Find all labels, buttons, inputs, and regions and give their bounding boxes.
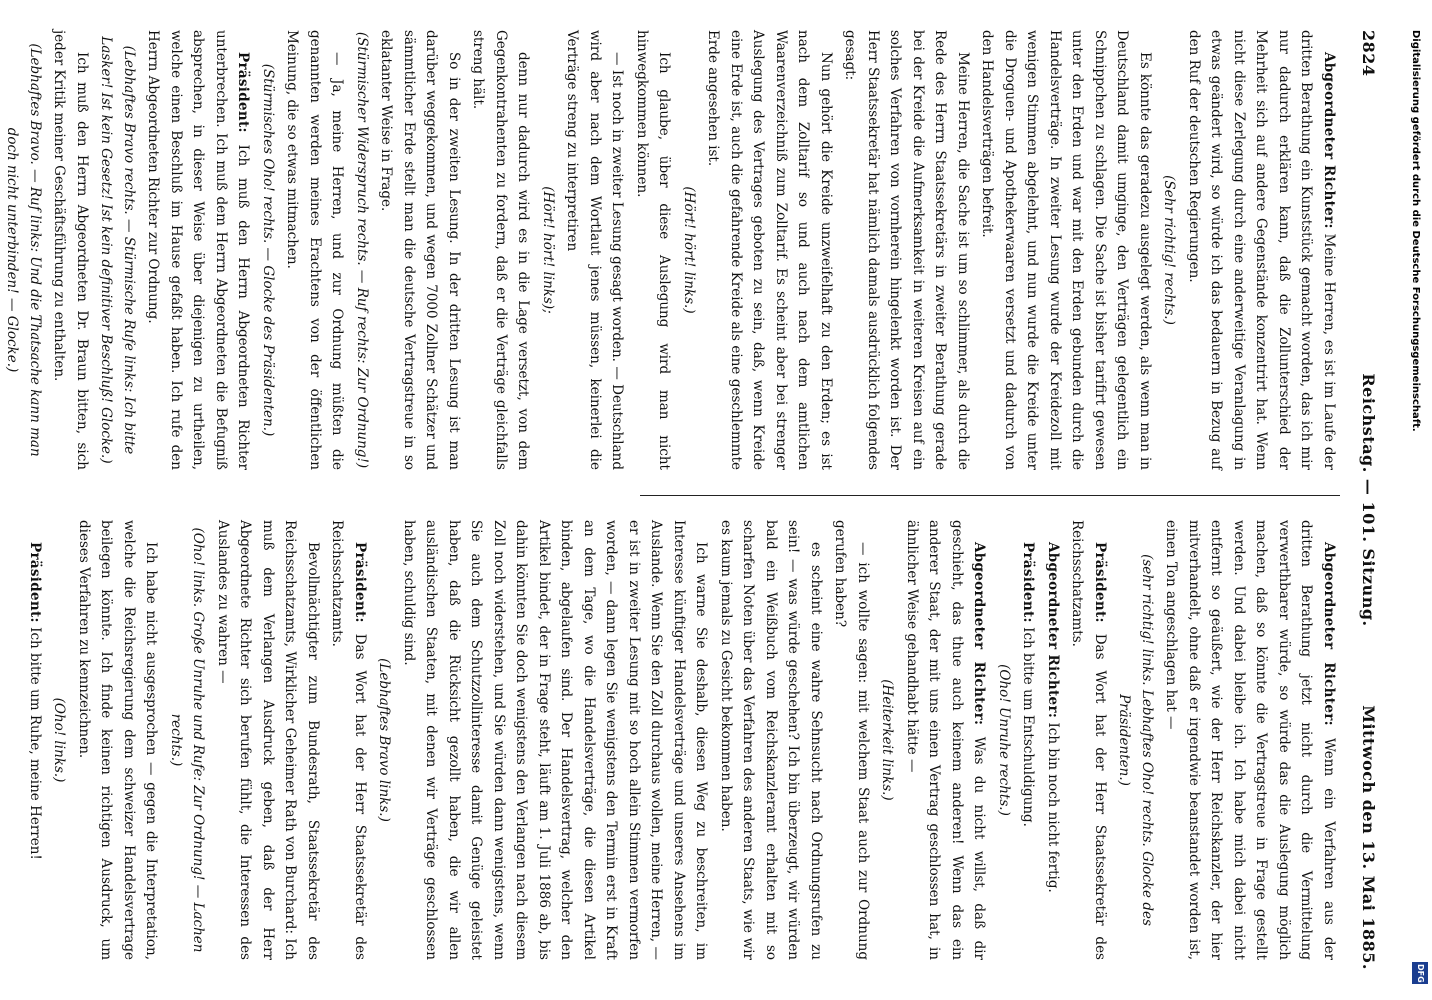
speech-paragraph bbox=[142, 30, 255, 470]
paragraph-text: Ich bitte um Ruhe, meine Herren! bbox=[27, 627, 43, 860]
paragraph-text: Was du nicht willst, daß dir geschieht, das thue auch keinem anderen! Wenn das ein anderer Staat, der mit uns einen Vertrag geschlossen hat, in ähnlicher Weise gehandhabt hätte — bbox=[904, 520, 988, 960]
interjection bbox=[537, 30, 560, 470]
interjection bbox=[1113, 520, 1158, 960]
interjection bbox=[993, 520, 1016, 960]
paragraph-text: es scheint eine wahre Sehnsucht nach Ordnungsrufen zu sein! — was würde geschehen? Ich bin überzeugt, wir würden bald ein Weißbuch vom Reichskanzleramt erhalten mit so scharfen Noten über das Verfahren des anderen Staats, wie wir es kaum jemals zu Gesicht bekommen haben. bbox=[718, 520, 824, 960]
paragraph bbox=[829, 520, 874, 960]
speech-paragraph bbox=[1183, 30, 1341, 470]
paragraph-text: (Lebhaftes Bravo links.) bbox=[376, 658, 393, 822]
paragraph bbox=[702, 30, 837, 470]
paragraph-text: Das Wort hat der Herr Staatssekretär des Reichsschatzamts. bbox=[329, 520, 368, 960]
speech-paragraph bbox=[24, 520, 47, 960]
paragraph-text: (sehr richtig! links. Lebhaftes Oho! rechts. Glocke des Präsidenten.) bbox=[1116, 554, 1155, 926]
paragraph bbox=[48, 30, 93, 470]
paragraph-text: (Oho! Unruhe rechts.) bbox=[996, 664, 1012, 816]
paragraph bbox=[631, 30, 676, 470]
paragraph-text: (Lebhaftes Bravo rechts. — Stürmische Rufe links: Ich bitte Lasker! Ist kein Gesetz! Ist kein definitiver Beschluß! Glocke.) bbox=[98, 36, 137, 464]
paragraph-text: (Stürmisches Oho! rechts. — Glocke des Präsidenten.) bbox=[260, 63, 276, 437]
paragraph-text: Meine Herren, die Sache ist um so schlimmer, als durch die Rede des Herrn Staatssekretärs in zweiter Berathung gerade bei der Kreide die Aufmerksamkeit in weiteren Kreisen auf ein solches Verfahren von vornherein hingelenkt worden ist. Der Herr Staatssekretär hat nämlich damals ausdrücklich folgendes gesagt: bbox=[842, 30, 971, 470]
paragraph-text: (Oho! links. Große Unruhe und Rufe: Zur Ordnung! — Lachen rechts.) bbox=[168, 527, 207, 953]
interjection bbox=[678, 30, 701, 470]
paragraph-text: So in der zweiten Lesung. In der dritten Lesung ist man darüber weggekommen, und wegen 7000 Zollner Schätzer und sämmtlicher Erde stellt man die deutsche Vertragstreue in so eklatanter Weise in Frage. bbox=[378, 30, 462, 470]
credit-text: Digitalisierung gefördert durch die Deutsche Forschungsgemeinschaft. bbox=[1410, 30, 1421, 432]
column-divider bbox=[640, 495, 1340, 496]
paragraph bbox=[839, 30, 974, 470]
right-column bbox=[22, 520, 1341, 960]
interjection bbox=[351, 30, 374, 470]
paragraph-text: Ich muß den Herrn Abgeordneten Dr. Braun bitten, sich jeder Kritik meiner Geschäftsführung zu enthalten. bbox=[51, 30, 90, 470]
paragraph-text: (Heiterkeit links.) bbox=[879, 679, 896, 801]
speaker-name: Präsident: bbox=[1020, 542, 1037, 623]
paragraph-text: — Ist noch in zweiter Lesung gesagt worden. — Deutschland wird aber nach dem Wortlaut jenes müssen, keinerlei die Verträge streng zu interpretiren bbox=[564, 30, 626, 470]
paragraph bbox=[212, 520, 325, 960]
dfg-logo: DFG bbox=[1412, 962, 1428, 984]
interjection bbox=[1158, 30, 1181, 470]
session-title: Reichstag. — 101. Sitzung. bbox=[1359, 373, 1378, 627]
speaker-name: Präsident: bbox=[352, 542, 368, 623]
paragraph bbox=[398, 520, 713, 960]
speech-paragraph bbox=[1042, 520, 1065, 960]
interjection bbox=[165, 520, 210, 960]
interjection bbox=[95, 30, 140, 470]
interjection bbox=[1, 30, 46, 470]
digitization-credit bbox=[1410, 30, 1430, 990]
paragraph-text: Meine Herren, es ist im Laufe der dritten Berathung ein Kunststück gemacht worden, das ich mir nur dadurch erklären kann, daß die Zollunterschied der Mehrheit sich auf andere Gegenstände konzentrirt hat. Wenn nicht diese Zerlegung durch eine anderweitige Veranlagung in etwas geändert wird, so würde ich das bedauern in Bezug auf den Ruf der deutschen Regierungen. bbox=[1186, 30, 1337, 470]
paragraph bbox=[281, 30, 349, 470]
paragraph bbox=[467, 30, 535, 470]
paragraph bbox=[73, 520, 163, 960]
paragraph-text: (Stürmischer Widerspruch rechts. — Ruf rechts: Zur Ordnung!) bbox=[354, 31, 370, 469]
paragraph-text: (Oho! links.) bbox=[51, 697, 68, 783]
speaker-name: Präsident: bbox=[1092, 542, 1108, 623]
speaker-name: Abgeordneter Richter: bbox=[1045, 542, 1061, 719]
paragraph-text: Bevollmächtigter zum Bundesrath, Staatssekretär des Reichsschatzamts, Wirklicher Geheimer Rath von Burchard: Ich muß dem Verlangen Ausdruck geben, daß der Herr Abgeordnete Richter sich berufen fühlt, die Interessen des Auslandes zu wahren — bbox=[215, 520, 321, 960]
paragraph bbox=[715, 520, 828, 960]
interjection bbox=[48, 520, 71, 960]
paragraph-text: Ich warne Sie deshalb, diesen Weg zu beschreiten, im Interesse künftiger Handelsverträge und unseres Ansehens im Auslande. Wenn Sie den Zoll durchaus wollen, meine Herren, — er ist in zweiter Lesung mit so hoch allein Stimmen vermorfen worden, — dann legen Sie wenigstens den Termin erst in Kraft an dem Tage, wo die Handelsverträge, die diesen Artikel binden, abgelaufen sind. Der Handelsvertrag, welcher den Artikel bindet, der in Frage steht, läuft am 1. Juli 1886 ab, bis dahin könnten Sie doch wenigstens den Verlangen nach diesem Zoll noch widerstehen, und Sie würden dann wenigstens, wenn Sie auch dem Schutzzollinteresse damit Genüge geleistet haben, daß die Rücksicht gezollt haben, die wir allen ausländischen Staaten, mit denen wir Verträge geschlossen haben, schuldig sind. bbox=[401, 520, 710, 960]
paragraph bbox=[561, 30, 629, 470]
paragraph-text: (Hört! hört! links.) bbox=[681, 186, 697, 314]
paragraph-text: Nun gehört die Kreide unzweifelhaft zu den Erden; es ist nach dem Zolltarif so und auch nach dem amtlichen Waarenverzeichniß zum Zolltarif. Es scheint aber bei strenger Auslegung des Vertrages geboten zu sein, daß, wenn Kreide eine Erde ist, auch die gefahrende Kreide als eine geschlemmte Erde angesehen ist. bbox=[705, 30, 834, 470]
paragraph-text: Ich bitte um Entschuldigung. bbox=[1020, 627, 1037, 827]
interjection bbox=[876, 520, 899, 960]
page-number: 2824 bbox=[1359, 30, 1378, 77]
paragraph-text: Das Wort hat der Herr Staatssekretär des Reichsschatzamts. bbox=[1069, 520, 1108, 960]
session-date: Mittwoch den 13. Mai 1885. bbox=[1359, 705, 1378, 970]
paragraph-text: Ich muß den Herrn Abgeordneten Richter unterbrechen. Ich muß dem Herrn Abgeordneten die Befugniß absprechen, in dieser Weise über diejenigen zu urtheilen, welche einen Beschluß im Hause gefaßt haben. Ich rufe den Herrn Abgeordneten Richter zur Ordnung. bbox=[145, 30, 252, 470]
paragraph-text: (Hört! hört! links); bbox=[540, 186, 556, 314]
speaker-name: Präsident: bbox=[27, 542, 43, 623]
speech-paragraph bbox=[1066, 520, 1111, 960]
paragraph-text: Ich glaube, über diese Auslegung wird man nicht hinwegkommen können. bbox=[634, 30, 673, 470]
interjection bbox=[373, 520, 396, 960]
speaker-name: Abgeordneter Richter: bbox=[971, 542, 988, 726]
speaker-name: Präsident: bbox=[235, 52, 252, 133]
speech-paragraph bbox=[901, 520, 991, 960]
speaker-name: Abgeordneter Richter: bbox=[1321, 542, 1337, 726]
paragraph bbox=[976, 30, 1156, 470]
paragraph-text: Ich habe nicht ausgesprochen — gegen die Interpretation, welche die Reichsregierung dem schweizer Handelsvertrage beilegen könnte. Ich finde keinen richtigen Ausdruck, um dieses Verfahren zu kennzeichnen. bbox=[76, 520, 160, 960]
paragraph-text: — ich wollte sagen: mit welchem Staat auch zur Ordnung gerufen haben? bbox=[832, 520, 871, 960]
paragraph-text: (Sehr richtig! rechts.) bbox=[1161, 175, 1178, 325]
speech-paragraph bbox=[326, 520, 371, 960]
interjection bbox=[257, 30, 280, 470]
paragraph-text: denn nur dadurch wird es in die Lage versetzt, von dem Gegenkontrahenten zu fordern, daß er die Verträge gleichfalls streng hält. bbox=[470, 30, 532, 470]
speaker-name: Abgeordneter Richter: bbox=[1321, 52, 1337, 229]
speech-paragraph bbox=[1160, 520, 1340, 960]
paragraph bbox=[375, 30, 465, 470]
paragraph-text: Es könnte das geradezu ausgelegt werden, als wenn man in Deutschland damit umginge, den Verträgen gelegentlich ein Schnippchen zu schlagen. Die Sache ist bisher tarifirt gewesen unter den Erden und war mit den Erden gebunden durch die Handelsverträge. In zweiter Lesung wurde der Kreidezoll mit wenigen Stimmen abgelehnt, und nun wurde die Kreide unter die Droguen- und Apothekerwaaren versetzt und dadurch von den Handelsverträgen befreit. bbox=[979, 30, 1153, 470]
paragraph-text: — Ja, meine Herren, und zur Ordnung müßten die genannten werden meines Erachtens von der öffentlichen Meinung, die so etwas mitmachen. bbox=[284, 30, 346, 470]
paragraph-text: (Lebhaftes Bravo. — Ruf links: Und die Thatsache kann man doch nicht unterbinden! — Glocke.) bbox=[4, 43, 43, 457]
running-head bbox=[1348, 30, 1378, 970]
paragraph-text: Ich bin noch nicht fertig. bbox=[1045, 722, 1061, 893]
speech-paragraph bbox=[1017, 520, 1040, 960]
paragraph-text: Wenn ein Verfahren aus der dritten Berathung jetzt nicht durch die Vermittelung verwerthbarer würde, so würde das die Auslegung möglich machen, daß so könnte die Vertragstreue in Frage gestellt werden. Und dabei bleibe ich. Ich habe mich dabei nicht entfernt so geäußert, wie der Herr Reichskanzler, der hier mitverhandelt, ohne daß er irgendwie beanstandet worden ist, einen Ton angeschlagen hat — bbox=[1163, 520, 1337, 960]
left-column bbox=[0, 30, 1340, 470]
